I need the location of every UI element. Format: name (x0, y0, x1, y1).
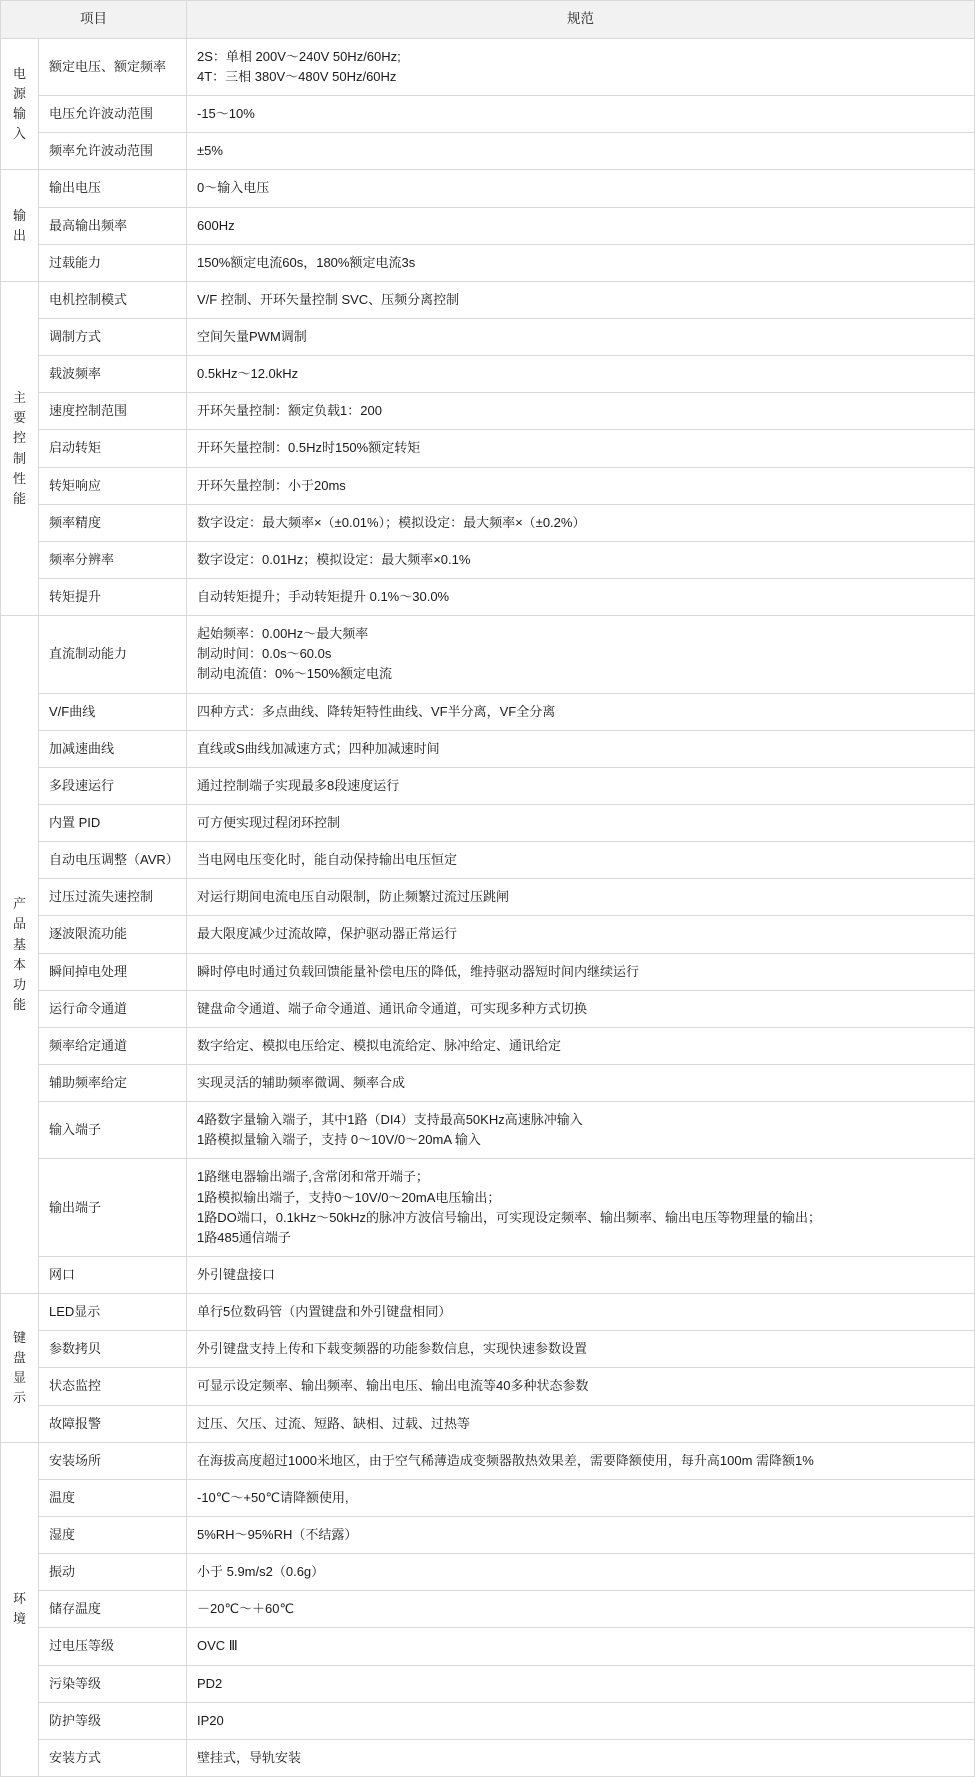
row-spec-value (187, 133, 975, 170)
row-spec-value (187, 504, 975, 541)
row-spec-value (187, 356, 975, 393)
row-item-label: 瞬间掉电处理 (39, 953, 187, 990)
row-spec-line: 制动电流值：0%～150%额定电流 (197, 666, 393, 682)
row-item-label: 直流制动能力 (39, 616, 187, 693)
table-row (1, 1628, 975, 1665)
row-spec-value (187, 1591, 975, 1628)
row-spec-line: 1路模拟输出端子，支持0～10V/0～20mA电压输出； (197, 1189, 501, 1205)
row-spec-value (187, 879, 975, 916)
row-item-label: 储存温度 (39, 1591, 187, 1628)
row-spec-line: 开环矢量控制：额定负载1：200 (197, 403, 382, 419)
row-spec-value (187, 1027, 975, 1064)
row-item-label: 辅助频率给定 (39, 1065, 187, 1102)
row-item-label: 安装方式 (39, 1739, 187, 1776)
row-spec-line: 起始频率：0.00Hz～最大频率 (197, 626, 369, 642)
row-spec-value (187, 953, 975, 990)
row-spec-value (187, 1368, 975, 1405)
table-row (1, 616, 975, 693)
row-item-label: 故障报警 (39, 1405, 187, 1442)
row-spec-value (187, 1665, 975, 1702)
column-header-spec: 规范 (187, 1, 975, 39)
row-spec-line: -15～10% (197, 106, 255, 122)
row-item-label: 频率精度 (39, 504, 187, 541)
table-row (1, 96, 975, 133)
row-spec-line: ±5% (197, 143, 223, 159)
row-spec-line: 直线或S曲线加减速方式；四种加减速时间 (197, 740, 440, 756)
row-spec-value (187, 207, 975, 244)
row-item-label: 输入端子 (39, 1102, 187, 1159)
row-item-label: V/F曲线 (39, 693, 187, 730)
table-row (1, 916, 975, 953)
row-spec-value (187, 393, 975, 430)
table-row (1, 879, 975, 916)
row-item-label: 调制方式 (39, 319, 187, 356)
table-row (1, 693, 975, 730)
row-item-label: 转矩提升 (39, 579, 187, 616)
table-row (1, 1739, 975, 1776)
table-row (1, 1405, 975, 1442)
row-item-label: 过电压等级 (39, 1628, 187, 1665)
row-item-label: 自动电压调整（AVR） (39, 842, 187, 879)
row-item-label: 过压过流失速控制 (39, 879, 187, 916)
table-row (1, 1159, 975, 1257)
row-spec-line: 实现灵活的辅助频率微调、频率合成 (197, 1075, 406, 1090)
row-spec-value (187, 1554, 975, 1591)
row-item-label: 频率允许波动范围 (39, 133, 187, 170)
row-spec-line: 4T：三相 380V～480V 50Hz/60Hz (197, 69, 397, 85)
row-spec-value (187, 244, 975, 281)
table-row (1, 319, 975, 356)
row-spec-value (187, 1405, 975, 1442)
table-body (1, 38, 975, 1776)
row-spec-line: 开环矢量控制：小于20ms (197, 477, 346, 493)
table-row (1, 1294, 975, 1331)
table-row (1, 1331, 975, 1368)
row-spec-line: 2S：单相 200V～240V 50Hz/60Hz; (197, 48, 401, 64)
row-spec-line: 通过控制端子实现最多8段速度运行 (197, 777, 400, 793)
table-row (1, 430, 975, 467)
table-row (1, 805, 975, 842)
row-spec-value (187, 693, 975, 730)
table-row (1, 504, 975, 541)
row-spec-value (187, 1516, 975, 1553)
row-spec-value (187, 281, 975, 318)
row-item-label: 振动 (39, 1554, 187, 1591)
row-spec-value (187, 730, 975, 767)
row-spec-line: 数字设定：0.01Hz；模拟设定：最大频率×0.1% (197, 551, 471, 567)
row-spec-line: 5%RH～95%RH（不结露） (197, 1526, 358, 1542)
table-row (1, 1368, 975, 1405)
row-spec-value (187, 319, 975, 356)
row-item-label: 多段速运行 (39, 767, 187, 804)
table-row (1, 1591, 975, 1628)
table-row (1, 1554, 975, 1591)
row-item-label: 内置 PID (39, 805, 187, 842)
row-item-label: 输出端子 (39, 1159, 187, 1257)
row-spec-value (187, 842, 975, 879)
table-row (1, 1065, 975, 1102)
row-spec-line: 小于 5.9m/s2（0.6g） (197, 1564, 325, 1580)
row-spec-line: 当电网电压变化时，能自动保持输出电压恒定 (197, 852, 458, 868)
row-spec-line: 单行5位数码管（内置键盘和外引键盘相同） (197, 1304, 452, 1320)
table-row (1, 1442, 975, 1479)
table-row (1, 730, 975, 767)
row-spec-line: OVC Ⅲ (197, 1638, 238, 1654)
row-spec-value (187, 1065, 975, 1102)
row-item-label: 过载能力 (39, 244, 187, 281)
row-spec-line: 1路DO端口，0.1kHz～50kHz的脉冲方波信号输出，可实现设定频率、输出频率、输出电压等物理量的输出； (197, 1209, 822, 1225)
table-row (1, 207, 975, 244)
row-spec-value (187, 1331, 975, 1368)
row-item-label: 最高输出频率 (39, 207, 187, 244)
row-spec-value (187, 805, 975, 842)
table-row (1, 133, 975, 170)
row-item-label: 运行命令通道 (39, 990, 187, 1027)
row-spec-line: 在海拔高度超过1000米地区，由于空气稀薄造成变频器散热效果差，需要降额使用，每升高100m 需降额1% (197, 1452, 814, 1468)
group-label: 电 源 输 入 (1, 38, 39, 170)
row-item-label: 湿度 (39, 1516, 187, 1553)
row-spec-value (187, 1294, 975, 1331)
row-spec-line: 空间矢量PWM调制 (197, 329, 307, 345)
row-item-label: 加减速曲线 (39, 730, 187, 767)
row-spec-value (187, 1159, 975, 1257)
table-row (1, 1516, 975, 1553)
row-spec-value (187, 170, 975, 207)
row-spec-line: 1路485通信端子 (197, 1229, 291, 1245)
row-item-label: LED显示 (39, 1294, 187, 1331)
row-spec-line: 1路继电器输出端子,含常闭和常开端子； (197, 1169, 429, 1185)
row-spec-value (187, 916, 975, 953)
table-row (1, 990, 975, 1027)
row-spec-line: 可方便实现过程闭环控制 (197, 815, 341, 831)
row-spec-value (187, 1442, 975, 1479)
row-spec-line: －20℃～＋60℃ (197, 1601, 295, 1617)
row-spec-line: 4路数字量输入端子，其中1路（DI4）支持最高50KHz高速脉冲输入 (197, 1112, 583, 1128)
row-spec-value (187, 96, 975, 133)
row-spec-value (187, 579, 975, 616)
row-item-label: 频率给定通道 (39, 1027, 187, 1064)
row-spec-line: 制动时间：0.0s～60.0s (197, 646, 332, 662)
row-item-line: 额定电压、 (49, 58, 115, 74)
table-row (1, 953, 975, 990)
table-row (1, 393, 975, 430)
row-item-label: 安装场所 (39, 1442, 187, 1479)
row-item-label: 参数拷贝 (39, 1331, 187, 1368)
row-spec-line: 外引键盘支持上传和下载变频器的功能参数信息，实现快速参数设置 (197, 1341, 588, 1357)
table-row (1, 170, 975, 207)
row-spec-line: IP20 (197, 1712, 224, 1728)
row-item-label: 网口 (39, 1256, 187, 1293)
row-spec-value (187, 38, 975, 95)
row-spec-value (187, 1479, 975, 1516)
row-spec-value (187, 616, 975, 693)
row-spec-line: 自动转矩提升；手动转矩提升 0.1%～30.0% (197, 589, 450, 605)
row-spec-line: 开环矢量控制：0.5Hz时150%额定转矩 (197, 440, 421, 456)
row-spec-line: 键盘命令通道、端子命令通道、通讯命令通道，可实现多种方式切换 (197, 1000, 588, 1016)
row-spec-line: 最大限度减少过流故障，保护驱动器正常运行 (197, 926, 458, 942)
table-row (1, 1665, 975, 1702)
row-spec-value (187, 1256, 975, 1293)
row-spec-line: 四种方式：多点曲线、降转矩特性曲线、VF半分离，VF全分离 (197, 703, 556, 719)
row-item-label: 污染等级 (39, 1665, 187, 1702)
row-spec-line: 数字给定、模拟电压给定、模拟电流给定、脉冲给定、通讯给定 (197, 1037, 562, 1053)
row-item-label (39, 38, 187, 95)
table-row (1, 467, 975, 504)
row-item-line: 额定频率 (114, 58, 167, 74)
group-label: 环 境 (1, 1442, 39, 1776)
table-row (1, 1256, 975, 1293)
table-header-row (1, 1, 975, 39)
table-row (1, 281, 975, 318)
row-spec-value (187, 1102, 975, 1159)
row-spec-line: 壁挂式，导轨安装 (197, 1749, 302, 1765)
group-label: 输 出 (1, 170, 39, 281)
group-label: 主 要 控 制 性 能 (1, 281, 39, 615)
table-row (1, 244, 975, 281)
row-spec-line: 瞬时停电时通过负载回馈能量补偿电压的降低，维持驱动器短时间内继续运行 (197, 963, 640, 979)
row-spec-line: V/F 控制、开环矢量控制 SVC、压频分离控制 (197, 291, 460, 307)
row-item-label: 电压允许波动范围 (39, 96, 187, 133)
row-spec-line: 可显示设定频率、输出频率、输出电压、输出电流等40多种状态参数 (197, 1378, 589, 1394)
table-row (1, 541, 975, 578)
row-spec-line: 外引键盘接口 (197, 1266, 276, 1282)
table-row (1, 38, 975, 95)
table-row (1, 1702, 975, 1739)
table-header (1, 1, 975, 39)
row-item-label: 载波频率 (39, 356, 187, 393)
table-row (1, 356, 975, 393)
row-spec-line: -10℃～+50℃请降额使用, (197, 1489, 349, 1505)
row-spec-value (187, 430, 975, 467)
table-row (1, 579, 975, 616)
group-label: 产 品 基 本 功 能 (1, 616, 39, 1294)
row-spec-line: 1路模拟量输入端子，支持 0～10V/0～20mA 输入 (197, 1132, 481, 1148)
row-item-label: 速度控制范围 (39, 393, 187, 430)
row-item-label: 温度 (39, 1479, 187, 1516)
row-spec-line: 数字设定：最大频率×（±0.01%）；模拟设定：最大频率×（±0.2%） (197, 514, 586, 530)
row-spec-value (187, 1702, 975, 1739)
column-header-item: 项目 (1, 1, 187, 39)
table-row (1, 1479, 975, 1516)
row-spec-value (187, 541, 975, 578)
row-item-label: 启动转矩 (39, 430, 187, 467)
row-spec-value (187, 1739, 975, 1776)
group-label: 键 盘 显 示 (1, 1294, 39, 1443)
table-row (1, 767, 975, 804)
row-spec-value (187, 990, 975, 1027)
table-row (1, 1027, 975, 1064)
row-spec-line: 600Hz (197, 217, 235, 233)
row-spec-line: 过压、欠压、过流、短路、缺相、过载、过热等 (197, 1415, 471, 1431)
row-spec-line: 150%额定电流60s，180%额定电流3s (197, 254, 416, 270)
row-item-label: 电机控制模式 (39, 281, 187, 318)
row-spec-line: PD2 (197, 1675, 223, 1691)
row-spec-line: 0～输入电压 (197, 180, 270, 196)
row-item-label: 转矩响应 (39, 467, 187, 504)
row-item-label: 逐波限流功能 (39, 916, 187, 953)
row-spec-value (187, 1628, 975, 1665)
row-item-label: 频率分辨率 (39, 541, 187, 578)
row-item-label: 输出电压 (39, 170, 187, 207)
row-spec-value (187, 767, 975, 804)
row-spec-value (187, 467, 975, 504)
row-item-label: 状态监控 (39, 1368, 187, 1405)
row-spec-line: 0.5kHz～12.0kHz (197, 366, 299, 382)
row-item-label: 防护等级 (39, 1702, 187, 1739)
table-row (1, 1102, 975, 1159)
table-row (1, 842, 975, 879)
row-spec-line: 对运行期间电流电压自动限制，防止频繁过流过压跳闸 (197, 889, 510, 905)
